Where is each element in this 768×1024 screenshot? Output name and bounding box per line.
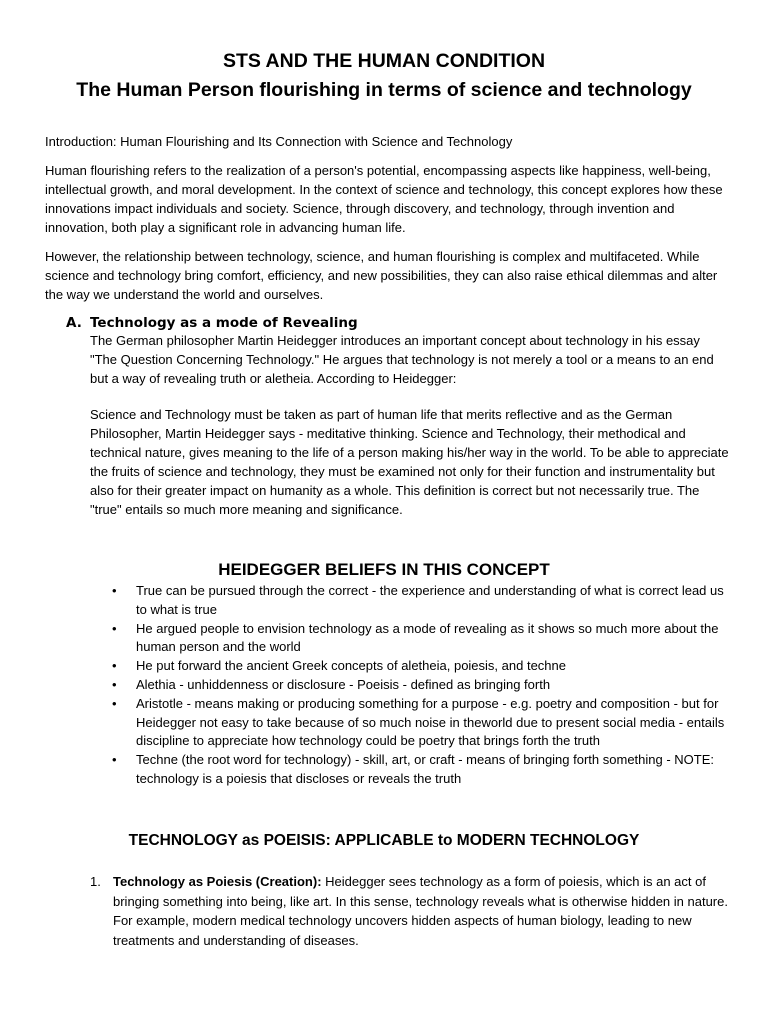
list-item-text: Techne (the root word for technology) - skill, art, or craft - means of bringing forth something - NOTE: technology is a poiesis that discloses or reveals the truth — [136, 752, 715, 786]
list-item-text: True can be pursued through the correct - the experience and understanding of what is correct lead us to what is true — [136, 583, 724, 617]
list-item-lead: Technology as Poiesis (Creation): — [113, 874, 322, 889]
bullet-icon: • — [112, 583, 117, 598]
list-item — [90, 872, 730, 950]
list-item-number: 1. — [90, 874, 101, 889]
list-item-text: He put forward the ancient Greek concepts of aletheia, poiesis, and techne — [136, 658, 566, 674]
list-item-text: He argued people to envision technology as a mode of revealing as it shows so much more about the human person and the world — [136, 620, 719, 655]
bullet-icon: • — [112, 752, 117, 768]
list-item — [90, 751, 730, 789]
poiesis-list — [90, 872, 730, 950]
list-item — [90, 657, 730, 676]
section-a-title: Technology as a mode of Revealing — [90, 315, 358, 331]
section-a-paragraph: The German philosopher Martin Heidegger introduces an important concept about technology in his essay "The Question Concerning Technology." He argues that technology is not merely a tool or a means to an end but a way of revealing truth or aletheia. According to Heidegger: — [90, 333, 714, 386]
document-title: STS AND THE HUMAN CONDITION — [222, 50, 546, 72]
beliefs-heading: HEIDEGGER BELIEFS IN THIS CONCEPT — [218, 560, 550, 579]
list-item — [90, 620, 730, 658]
beliefs-list — [90, 582, 730, 789]
bullet-icon: • — [112, 620, 117, 636]
document-subtitle: The Human Person flourishing in terms of science and technology — [76, 79, 692, 101]
list-item — [90, 582, 730, 620]
section-a-label: A. — [66, 315, 82, 331]
bullet-icon: • — [112, 658, 117, 674]
list-item-text: Aristotle - means making or producing something for a purpose - e.g. poetry and composition - but for Heidegger not easy to take because of so much noise in theworld due to present social media - entails discipline to appreciate how technology could be poetry that brings forth the truth — [136, 695, 725, 749]
intro-heading: Introduction: Human Flourishing and Its Connection with Science and Technology — [45, 134, 513, 149]
list-item — [90, 695, 730, 751]
bullet-icon: • — [112, 695, 117, 711]
section-a-heading — [66, 314, 358, 332]
list-item — [90, 676, 730, 695]
list-item-text: Alethia - unhiddenness or disclosure - Poeisis - defined as bringing forth — [136, 676, 551, 692]
section-a-paragraph: Science and Technology must be taken as part of human life that merits reflective and as the German Philosopher, Martin Heidegger says - meditative thinking. Science and Technology, their methodical and technical nature, gives meaning to the life of a person making his/her way in the world. To be able to appreciate the fruits of science and technology, they must be examined not only for their function and instrumentality but also for their greater impact on humanity as a whole. This definition is correct but not necessarily true. The "true" entails so much more meaning and significance. — [90, 407, 729, 517]
paragraph-human-flourishing: Human flourishing refers to the realization of a person's potential, encompassing aspects like happiness, well-being, intellectual growth, and moral development. In the context of science and technology, this concept explores how these innovations impact individuals and society. Science, through discovery, and technology, through invention and innovation, both play a significant role in advancing human life. — [45, 163, 723, 235]
poiesis-heading: TECHNOLOGY as POEISIS: APPLICABLE to MODERN TECHNOLOGY — [128, 832, 640, 849]
paragraph-relationship: However, the relationship between technology, science, and human flourishing is complex and multifaceted. While science and technology bring comfort, efficiency, and new possibilities, they can also raise ethical dilemmas and alter the way we understand the world and ourselves. — [45, 249, 718, 302]
bullet-icon: • — [112, 676, 117, 692]
list-item-text: Heidegger sees technology as a form of poiesis, which is an act of bringing something into being, like art. In this sense, technology reveals what is otherwise hidden in nature. For example, modern medical technology uncovers hidden aspects of human biology, leading to new treatments and understanding of diseases. — [113, 874, 728, 948]
